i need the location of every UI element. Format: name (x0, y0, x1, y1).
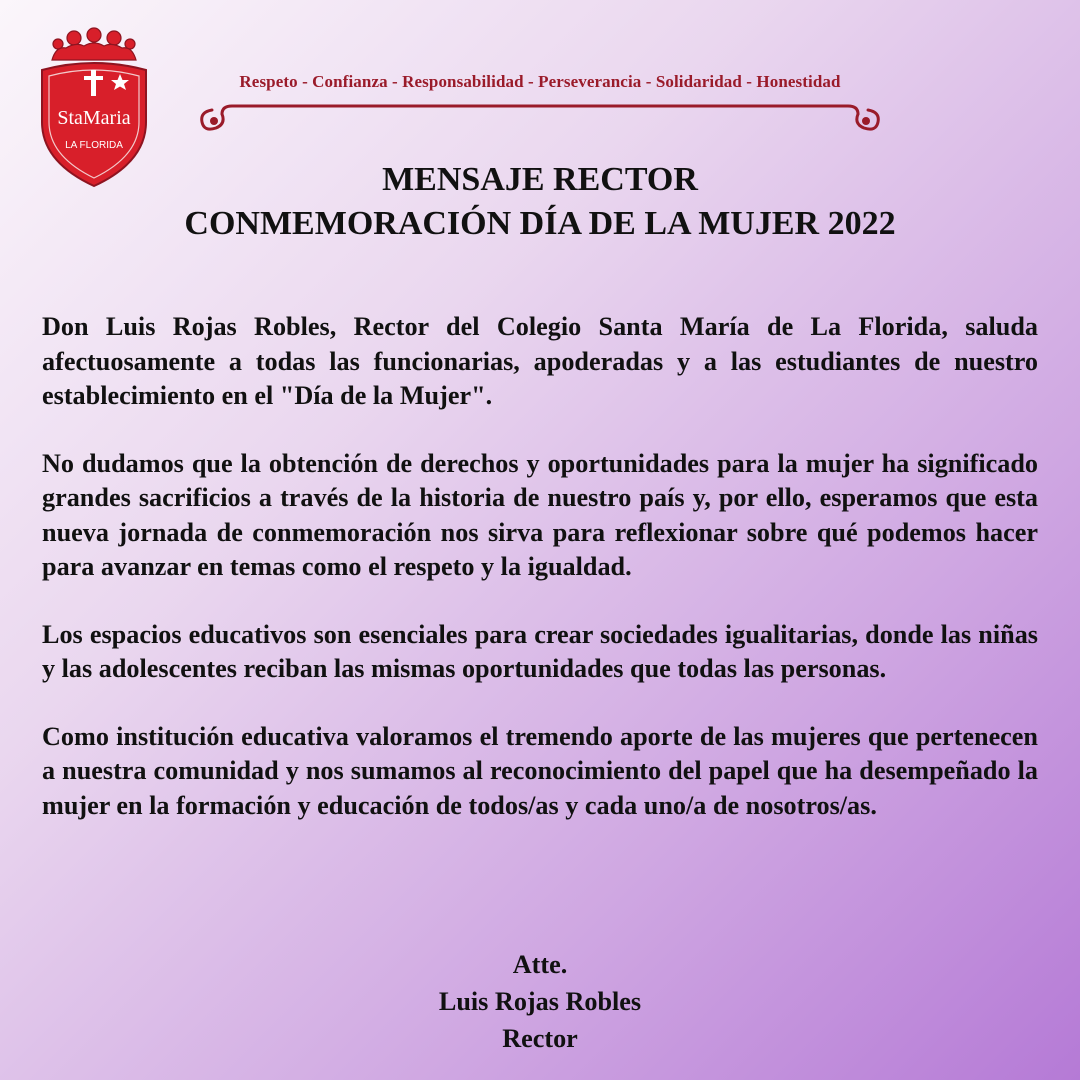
signature-name: Luis Rojas Robles (438, 987, 642, 1016)
page-title (0, 158, 1080, 246)
paragraph-3: Los espacios educativos son esenciales para crear sociedades igualitarias, donde las niñas y las adolescentes reciban las mismas oportunidades que todas las personas. (42, 619, 1038, 683)
paragraph-2: No dudamos que la obtención de derechos y oportunidades para la mujer ha significado grandes sacrificios a través de la historia de nuestro país y, por ello, esperamos que esta nueva jornada de conmemoración nos sirva para reflexionar sobre qué podemos hacer para avanzar en temas como el respeto y la igualdad. (42, 448, 1038, 581)
paragraph-4: Como institución educativa valoramos el tremendo aporte de las mujeres que pertenecen a nuestra comunidad y nos sumamos al reconocimiento del papel que ha desempeñado la mujer en la formación y educación de todos/as y cada uno/a de nosotros/as. (42, 721, 1038, 820)
title-line-2: CONMEMORACIÓN DÍA DE LA MUJER 2022 (184, 205, 896, 242)
paragraph-1: Don Luis Rojas Robles, Rector del Colegio Santa María de La Florida, saluda afectuosamente a todas las funcionarias, apoderadas y a las estudiantes de nuestro establecimiento en el "Día de la Mujer". (42, 312, 1038, 410)
svg-text:StaMaria: StaMaria (57, 107, 131, 129)
school-motto: Respeto - Confianza - Responsabilidad - Perseverancia - Solidaridad - Honestidad (239, 72, 841, 91)
signature-closing: Atte. (512, 950, 568, 979)
message-body (42, 310, 1038, 856)
title-line-1: MENSAJE RECTOR (382, 161, 698, 198)
signature-role: Rector (502, 1024, 578, 1053)
svg-text:LA FLORIDA: LA FLORIDA (65, 140, 123, 151)
signature-block (0, 946, 1080, 1057)
scroll-ornament-icon (192, 102, 888, 144)
